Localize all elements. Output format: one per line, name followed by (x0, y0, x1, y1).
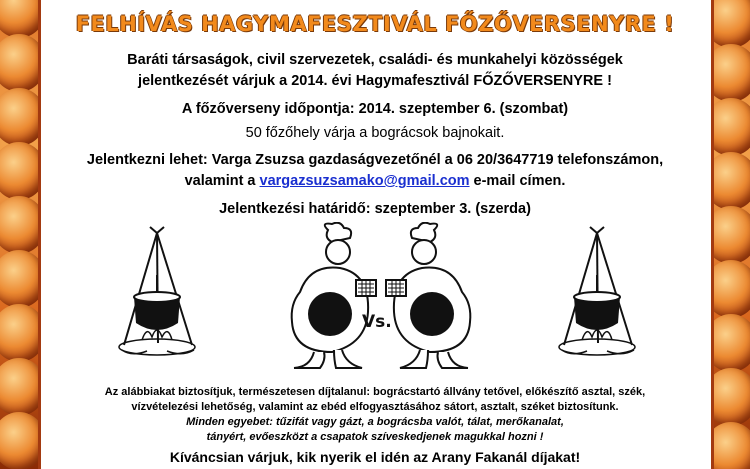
contact-suffix: e-mail címen. (469, 173, 566, 189)
chef-icon-left (270, 222, 380, 377)
date-line: A főzőverseny időpontja: 2014. szeptember 6. (szombat) (181, 101, 569, 117)
deadline-line: Jelentkezési határidő: szeptember 3. (szerda) (219, 201, 531, 217)
onion-border-right (712, 0, 750, 469)
provided-line-4: tányért, evőeszközt a csapatok szíveskedjenek magukkal hozni ! (206, 431, 544, 443)
poster-title: FELHÍVÁS HAGYMAFESZTIVÁL FŐZŐVERSENYRE ! (75, 12, 675, 36)
email-link[interactable]: vargazsuzsamako@gmail.com (259, 173, 470, 189)
vs-label: Vs. (362, 312, 392, 332)
provided-line-2: vízvételezési lehetőség, valamint az ebéd elfogyasztásához sátort, asztalt, széket biztosítunk. (131, 401, 619, 413)
provided-line-1: Az alábbiakat biztosítjuk, természetesen díjtalanul: bográcstartó állvány tetővel, előkészítő asztal, szék, (104, 386, 646, 398)
cauldron-tripod-icon (112, 225, 202, 370)
provided-line-3: Minden egyebet: tűzifát vagy gázt, a bográcsba valót, tálat, merőkanalat, (186, 416, 564, 428)
places-line: 50 főzőhely várja a bográcsok bajnokait. (245, 125, 505, 141)
chef-icon-right (382, 222, 492, 377)
onion-border-left (0, 0, 38, 469)
contact-line-2 (0, 173, 750, 189)
contact-prefix: valamint a (184, 173, 260, 189)
intro-line-1: Baráti társaságok, civil szervezetek, családi- és munkahelyi közösségek (127, 52, 623, 68)
contact-line-1: Jelentkezni lehet: Varga Zsuzsa gazdaságvezetőnél a 06 20/3647719 telefonszámon, (86, 152, 664, 168)
intro-line-2: jelentkezését várjuk a 2014. évi Hagymafesztivál FŐZŐVERSENYRE ! (138, 73, 612, 89)
cauldron-tripod-icon-right (552, 225, 642, 370)
closing-line: Kíváncsian várjuk, kik nyerik el idén az Arany Fakanál díjakat! (169, 449, 581, 465)
